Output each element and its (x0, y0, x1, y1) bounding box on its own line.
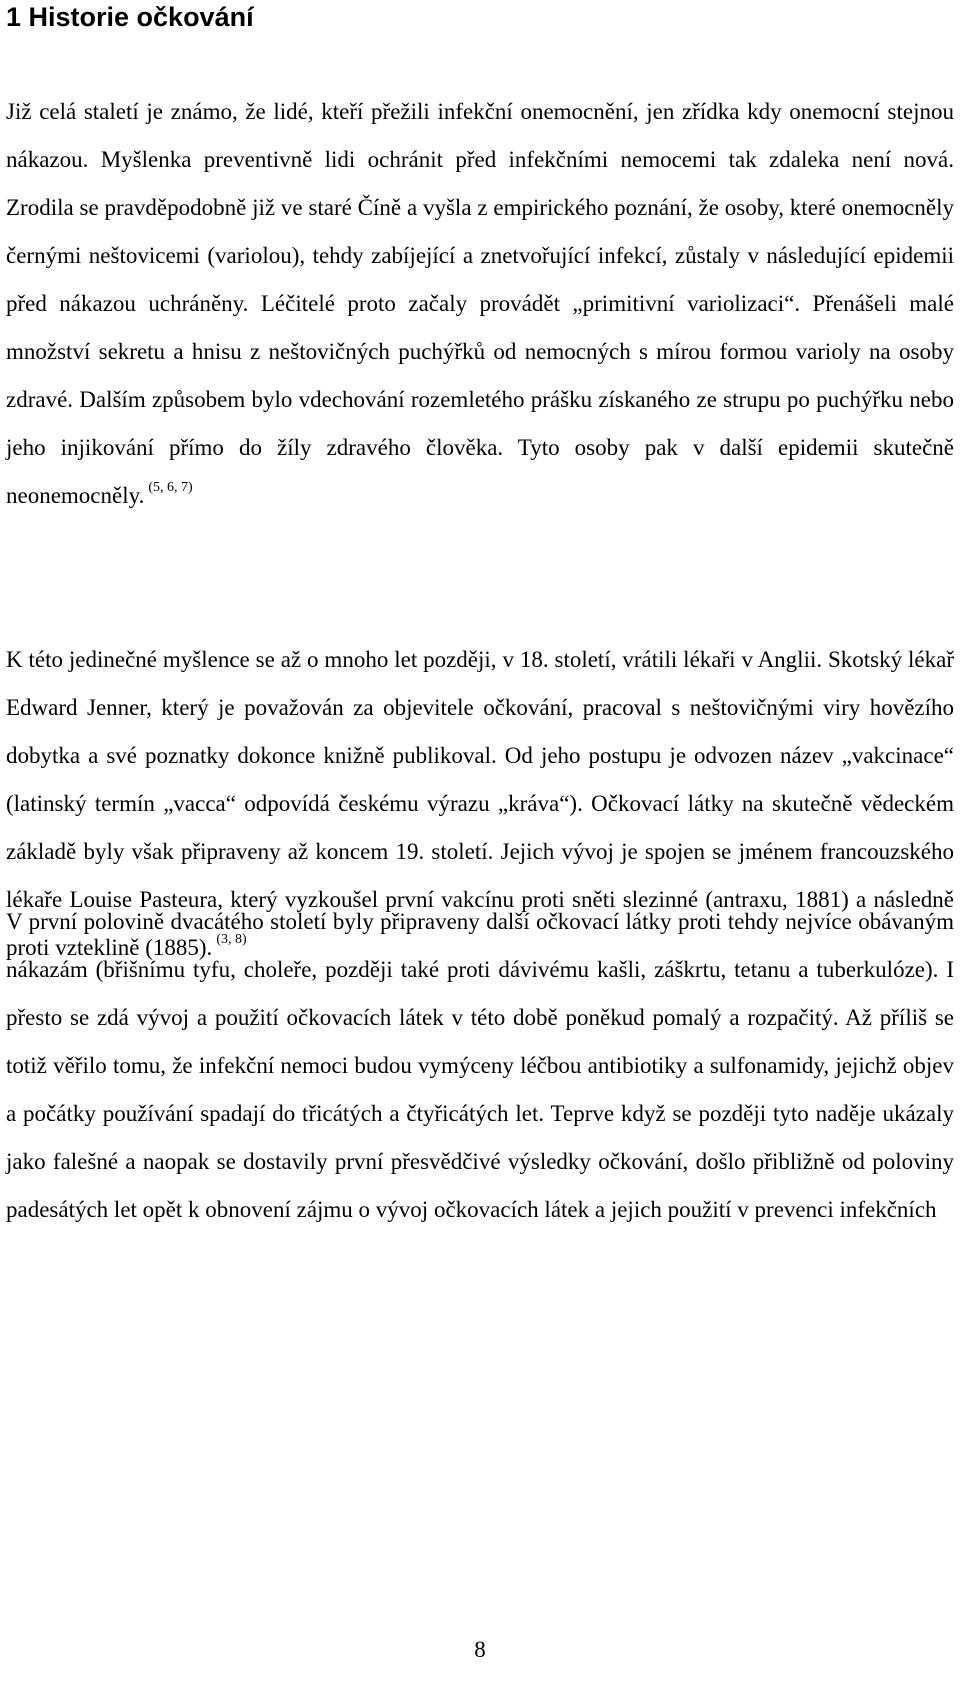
citation-reference: (5, 6, 7) (148, 480, 193, 495)
paragraph-text: K této jedinečné myšlence se až o mnoho let později, v 18. století, vrátili lékaři v Anglii. Skotský lékař Edward Jenner, který je považován za objevitele očkování, pracoval s neštovičnými viry hovězího dobytka a své poznatky dokonce knižně publikoval. Od jeho postupu je odvozen název „vakcinace“ (latinský termín „vacca“ odpovídá českému výrazu „kráva“). Očkovací látky na skutečně vědeckém základě byly však připraveny až koncem 19. století. Jejich vývoj je spojen se jménem francouzského lékaře Louise Pasteura, který vyzkoušel první vakcínu proti sněti slezinné (antraxu, 1881) a následně proti vzteklině (1885). (6, 647, 954, 960)
section-heading: 1 Historie očkování (6, 2, 254, 32)
citation-reference: (3, 8) (216, 932, 247, 947)
paragraph-text: V první polovině dvacátého století byly připraveny další očkovací látky proti tehdy nejvíce obávaným nákazám (břišnímu tyfu, choleře, později také proti dávivému kašli, záškrtu, tetanu a tuberkulóze). I přesto se zdá vývoj a použití očkovacích látek v této době poněkud pomalý a rozpačitý. Až příliš se totiž věřilo tomu, že infekční nemoci budou vymýceny léčbou antibiotiky a sulfonamidy, jejichž objev a počátky používání spadají do třicátých a čtyřicátých let. Teprve když se později tyto naděje ukázaly jako falešné a naopak se dostavily první přesvědčivé výsledky očkování, došlo přibližně od poloviny padesátých let opět k obnovení zájmu o vývoj očkovacích látek a jejich použití v prevenci infekčních (6, 909, 954, 1222)
paragraph-twentieth-century (6, 898, 954, 1234)
paragraph-text: Již celá staletí je známo, že lidé, kteří přežili infekční onemocnění, jen zřídka kdy onemocní stejnou nákazou. Myšlenka preventivně lidi ochránit před infekčními nemocemi tak zdaleka není nová. Zrodila se pravděpodobně již ve staré Číně a vyšla z empirického poznání, že osoby, které onemocněly černými neštovicemi (variolou), tehdy zabíjející a znetvořující infekcí, zůstaly v následující epidemii před nákazou uchráněny. Léčitelé proto začaly provádět „primitivní variolizaci“. Přenášeli malé množství sekretu a hnisu z neštovičných puchýřků od nemocných s mírou formou varioly na osoby zdravé. Dalším způsobem bylo vdechování rozemletého prášku získaného ze strupu po puchýřku nebo jeho injikování přímo do žíly zdravého člověka. Tyto osoby pak v další epidemii skutečně neonemocněly. (6, 99, 954, 508)
page-number: 8 (474, 1637, 486, 1662)
paragraph-ancient-variolation (6, 88, 954, 520)
